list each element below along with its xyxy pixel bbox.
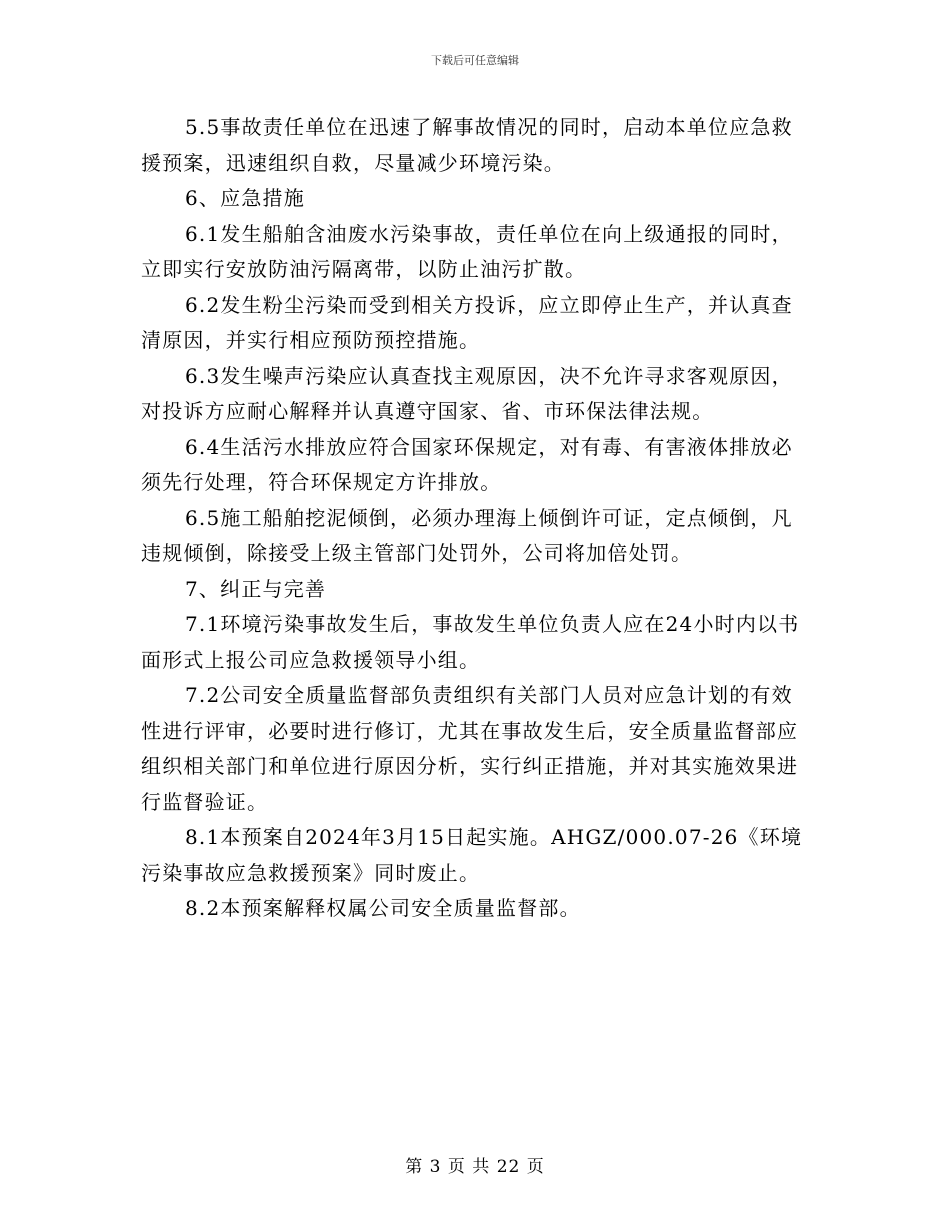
document-body — [141, 110, 813, 927]
section-heading-7: 7、纠正与完善 — [185, 576, 327, 601]
page-header: 下载后可任意编辑 — [431, 54, 519, 67]
paragraph-6-4: 6.4生活污水排放应符合国家环保规定，对有毒、有害液体排放必须先行处理，符合环保规定方许排放。 — [141, 434, 793, 494]
paragraph-8-1: 8.1本预案自2024年3月15日起实施。AHGZ/000.07-26《环境污染事故应急救援预案》同时废止。 — [141, 825, 803, 885]
paragraph-7-2: 7.2公司安全质量监督部负责组织有关部门人员对应急计划的有效性进行评审，必要时进行修订，尤其在事故发生后，安全质量监督部应组织相关部门和单位进行原因分析，实行纠正措施，并对其实施效果进行监督验证。 — [141, 683, 799, 814]
page-number-footer: 第 3 页 共 22 页 — [405, 1157, 545, 1177]
section-heading-6: 6、应急措施 — [185, 186, 305, 210]
paragraph-6-1: 6.1发生船舶含油废水污染事故，责任单位在向上级通报的同时，立即实行安放防油污隔离带，以防止油污扩散。 — [141, 221, 793, 281]
paragraph-5-5: 5.5事故责任单位在迅速了解事故情况的同时，启动本单位应急救援预案，迅速组织自救，尽量减少环境污染。 — [141, 115, 793, 175]
paragraph-6-5: 6.5施工船舶挖泥倾倒，必须办理海上倾倒许可证，定点倾倒，凡违规倾倒，除接受上级主管部门处罚外，公司将加倍处罚。 — [141, 505, 793, 565]
paragraph-7-1: 7.1环境污染事故发生后，事故发生单位负责人应在24小时内以书面形式上报公司应急救援领导小组。 — [141, 612, 800, 672]
paragraph-8-2: 8.2本预案解释权属公司安全质量监督部。 — [185, 896, 581, 920]
paragraph-6-2: 6.2发生粉尘污染而受到相关方投诉，应立即停止生产，并认真查清原因，并实行相应预防预控措施。 — [141, 292, 793, 352]
paragraph-6-3: 6.3发生噪声污染应认真查找主观原因，决不允许寻求客观原因，对投诉方应耐心解释并认真遵守国家、省、市环保法律法规。 — [141, 363, 793, 423]
